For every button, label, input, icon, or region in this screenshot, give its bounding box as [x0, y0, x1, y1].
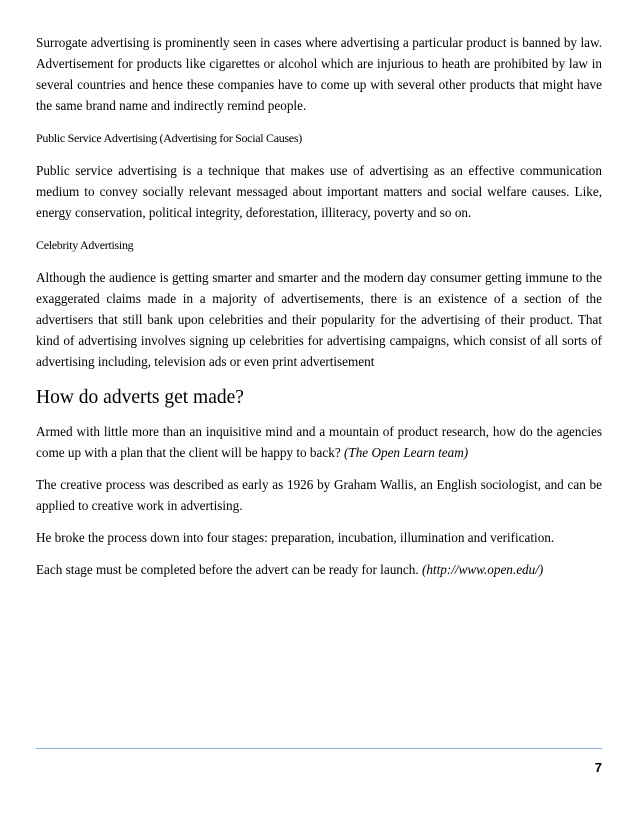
paragraph-public-service-advertising: Public service advertising is a technique that makes use of advertising as an effective communication medium to convey socially relevant messaged about important matters and social welfare causes. Like, energy conservation, political integrity, deforestation, illiteracy, poverty and so on.: [36, 163, 602, 220]
document-page: [36, 32, 602, 580]
paragraph-four-stages: He broke the process down into four stages: preparation, incubation, illumination and verification.: [36, 530, 555, 545]
paragraph-armed-text: Armed with little more than an inquisitive mind and a mountain of product research, how do the agencies come up with a plan that the client will be happy to back?: [36, 424, 602, 460]
paragraph-celebrity-advertising: Although the audience is getting smarter and smarter and the modern day consumer getting immune to the exaggerated claims made in a majority of advertisements, there is an existence of a section of the advertisers that still bank upon celebrities and their popularity for the advertising of their product. That kind of advertising involves signing up celebrities for advertising campaigns, which consist of all sorts of advertising including, television ads or even print advertisement: [36, 270, 602, 369]
subheading-celebrity-advertising: Celebrity Advertising: [36, 238, 134, 252]
paragraph-surrogate-advertising: Surrogate advertising is prominently seen in cases where advertising a particular product is banned by law. Advertisement for products like cigarettes or alcohol which are injurious to heath are prohibited by law in several countries and hence these companies have to come up with several other products that might have the same brand name and indirectly remind people.: [36, 35, 602, 113]
citation-open-learn: (The Open Learn team): [343, 445, 469, 460]
citation-open-edu: (http://www.open.edu/): [421, 562, 544, 577]
paragraph-each-stage: [36, 559, 602, 580]
paragraph-armed: [36, 421, 602, 463]
paragraph-creative-process: The creative process was described as early as 1926 by Graham Wallis, an English sociologist, and can be applied to creative work in advertising.: [36, 477, 602, 513]
page-number: 7: [594, 760, 602, 775]
footer-divider: [36, 748, 602, 749]
section-heading: How do adverts get made?: [36, 387, 244, 408]
subheading-public-service-advertising: Public Service Advertising (Advertising for Social Causes): [36, 131, 302, 145]
paragraph-each-stage-text: Each stage must be completed before the advert can be ready for launch.: [36, 562, 419, 577]
